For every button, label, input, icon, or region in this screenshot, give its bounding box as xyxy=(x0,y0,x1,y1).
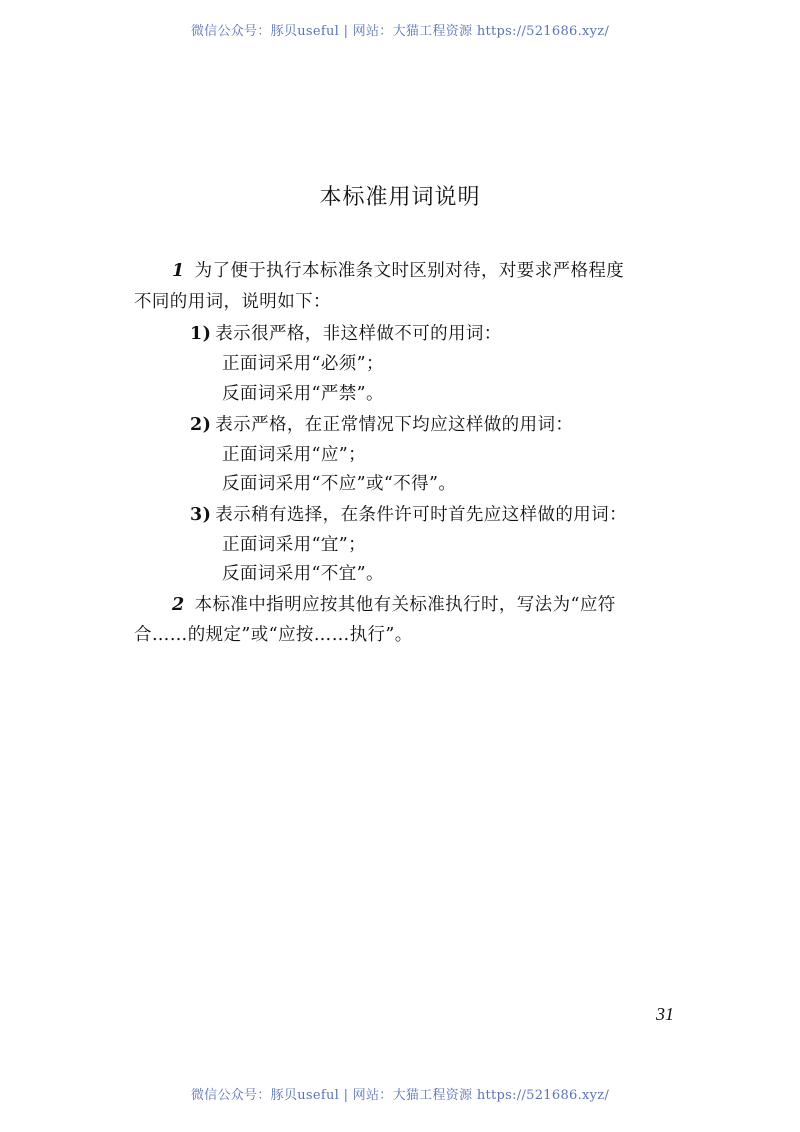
sub-item-3-negative: 反面词采用“不宜”。 xyxy=(222,564,384,584)
sub-item-1-number: 1) xyxy=(190,324,212,344)
item-2-number: 2 xyxy=(172,595,185,615)
page-title: 本标准用词说明 xyxy=(319,185,481,210)
sub-item-1 xyxy=(190,320,502,345)
item-1-line-2: 不同的用词，说明如下： xyxy=(134,292,331,312)
sub-item-2-text: 表示严格，在正常情况下均应这样做的用词： xyxy=(215,415,574,435)
sub-item-3-text: 表示稍有选择，在条件许可时首先应这样做的用词： xyxy=(215,505,627,525)
sub-item-2 xyxy=(190,411,573,436)
item-2-text: 本标准中指明应按其他有关标准执行时，写法为“应符 xyxy=(194,595,616,615)
sub-item-3-number: 3) xyxy=(190,505,212,525)
sub-item-2-number: 2) xyxy=(190,415,212,435)
sub-item-1-text: 表示很严格，非这样做不可的用词： xyxy=(215,324,502,344)
sub-item-3 xyxy=(190,501,627,526)
watermark-bottom: 微信公众号：豚贝useful | 网站：大猫工程资源 https://521686.xyz/ xyxy=(190,1088,610,1103)
sub-item-1-negative: 反面词采用“严禁”。 xyxy=(222,384,384,404)
item-1-line-1 xyxy=(172,257,624,282)
sub-item-2-negative: 反面词采用“不应”或“不得”。 xyxy=(222,474,457,494)
sub-item-1-positive: 正面词采用“必须”； xyxy=(222,354,384,374)
watermark-top: 微信公众号：豚贝useful | 网站：大猫工程资源 https://521686.xyz/ xyxy=(190,24,610,39)
item-2-line-1 xyxy=(172,591,616,616)
sub-item-2-positive: 正面词采用“应”； xyxy=(222,445,366,465)
item-2-line-2: 合……的规定”或“应按……执行”。 xyxy=(134,625,413,645)
item-1-text: 为了便于执行本标准条文时区别对待，对要求严格程度 xyxy=(194,261,625,281)
item-1-number: 1 xyxy=(172,261,185,281)
page-number: 31 xyxy=(656,1004,674,1024)
sub-item-3-positive: 正面词采用“宜”； xyxy=(222,535,366,555)
